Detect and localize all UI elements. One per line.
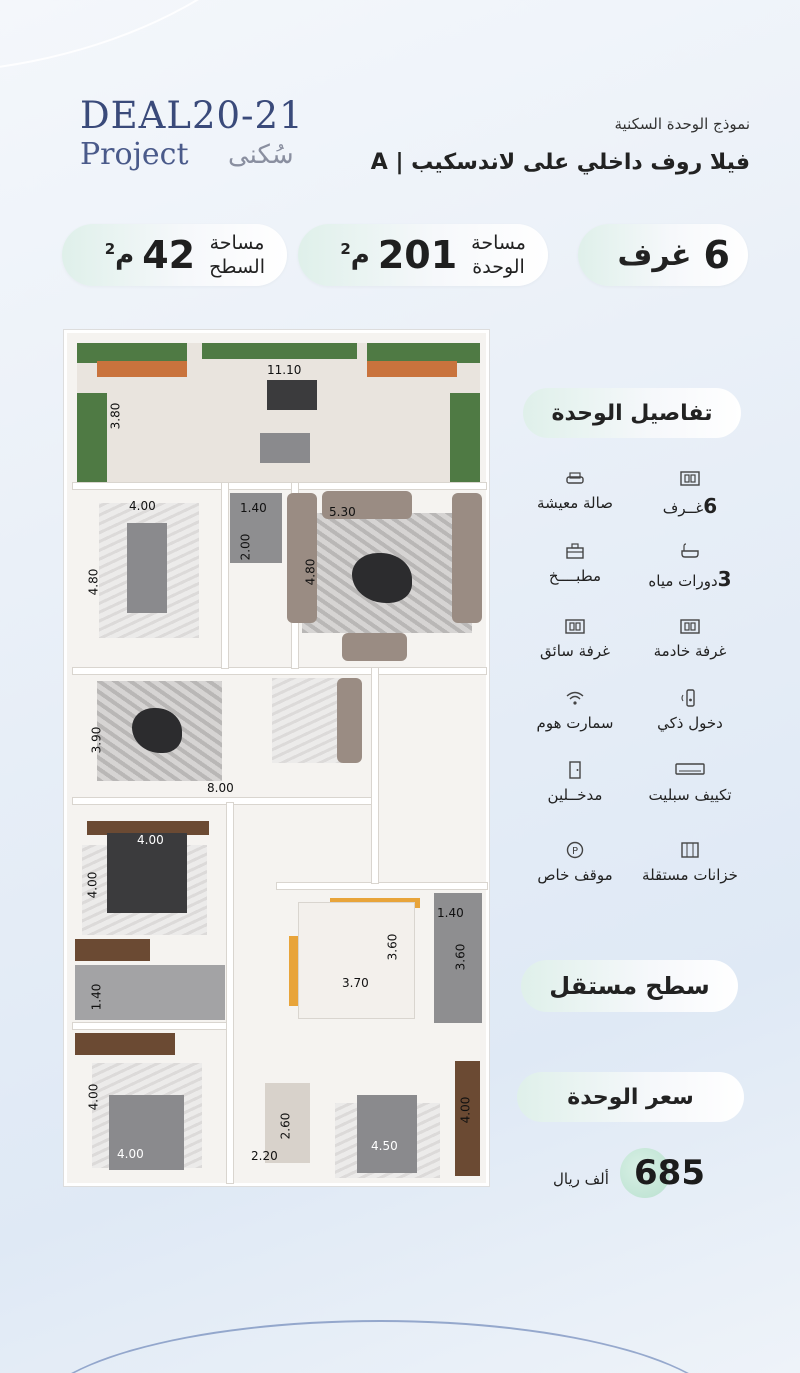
outdoor-seating bbox=[260, 433, 310, 463]
feature-label bbox=[630, 714, 750, 732]
feature-text: دخول ذكي bbox=[657, 714, 723, 732]
feature-label bbox=[630, 567, 750, 591]
header-subtitle: نموذج الوحدة السكنية bbox=[614, 115, 750, 133]
unit-area-label bbox=[471, 231, 526, 279]
dim-label: 1.40 bbox=[437, 906, 464, 920]
feature-text: غــرف bbox=[662, 499, 704, 517]
dim-label: 2.60 bbox=[278, 1112, 293, 1140]
dim-label: 4.00 bbox=[137, 833, 164, 847]
feature-text: غرفة خادمة bbox=[653, 642, 727, 660]
dim-label: 8.00 bbox=[207, 781, 234, 795]
feature-text: سمارت هوم bbox=[536, 714, 614, 732]
wood-deck bbox=[97, 361, 187, 377]
feature-bathrooms bbox=[630, 543, 750, 591]
floor-plan bbox=[64, 330, 489, 1186]
private-roof-badge bbox=[521, 960, 738, 1012]
parking-icon bbox=[565, 842, 585, 858]
planter bbox=[450, 393, 480, 483]
wall bbox=[372, 668, 378, 883]
feature-text: مدخــلين bbox=[547, 786, 603, 804]
unit-area-unit-sup: 2 bbox=[340, 239, 351, 258]
sofa bbox=[342, 633, 407, 661]
feature-text: مطبــــخ bbox=[548, 567, 602, 585]
feature-driver-room bbox=[515, 618, 635, 660]
dim-label: 4.00 bbox=[117, 1147, 144, 1161]
wood-deck bbox=[367, 361, 457, 377]
dim-label: 2.00 bbox=[238, 533, 253, 561]
price-value: 685 bbox=[634, 1153, 705, 1193]
feature-label bbox=[630, 786, 750, 804]
unit-area-label-line1: مساحة bbox=[471, 232, 526, 254]
wifi-icon bbox=[565, 690, 585, 706]
roof-area-unit bbox=[105, 240, 135, 271]
bed bbox=[357, 1095, 417, 1173]
wall bbox=[73, 483, 486, 489]
wall bbox=[277, 883, 487, 889]
wall bbox=[73, 798, 373, 804]
planter bbox=[202, 343, 357, 359]
outdoor-table bbox=[267, 380, 317, 410]
price-title: سعر الوحدة bbox=[567, 1084, 694, 1110]
feature-living bbox=[515, 470, 635, 512]
roof-area-unit-sup: 2 bbox=[104, 239, 116, 258]
wardrobe bbox=[75, 939, 150, 961]
roof-area-value: 42 bbox=[142, 233, 196, 277]
feature-label bbox=[515, 866, 635, 884]
brand-sub-text: Project bbox=[80, 137, 189, 172]
planter bbox=[77, 393, 107, 483]
feature-text: خزانات مستقلة bbox=[642, 866, 738, 884]
room-icon bbox=[680, 618, 700, 634]
dim-label: 1.40 bbox=[89, 983, 104, 1011]
details-title: تفاصيل الوحدة bbox=[551, 400, 713, 426]
rooms-pill bbox=[578, 224, 748, 286]
feature-smart-home bbox=[515, 690, 635, 732]
dim-label: 4.00 bbox=[129, 499, 156, 513]
feature-text: دورات مياه bbox=[648, 572, 718, 590]
roof-area-unit-text: م bbox=[115, 240, 135, 271]
brand-main-text: DEAL20-21 bbox=[80, 94, 304, 137]
price-unit: ألف ريال bbox=[553, 1170, 609, 1188]
roof-area-label-line1: مساحة bbox=[209, 232, 265, 254]
feature-split-ac bbox=[630, 762, 750, 804]
decorative-arc-bottom bbox=[30, 1320, 730, 1373]
feature-maid-room bbox=[630, 618, 750, 660]
private-roof-text: سطح مستقل bbox=[549, 972, 710, 1000]
dim-label: 3.70 bbox=[342, 976, 369, 990]
feature-smart-entry bbox=[630, 690, 750, 732]
brand-logo bbox=[80, 94, 320, 172]
feature-label bbox=[515, 494, 635, 512]
dim-label: 1.40 bbox=[240, 501, 267, 515]
unit-area-unit bbox=[340, 240, 370, 271]
dim-label: 4.80 bbox=[303, 558, 318, 586]
feature-text: غرفة سائق bbox=[540, 642, 610, 660]
wall bbox=[73, 668, 486, 674]
planter bbox=[77, 343, 187, 363]
feature-parking bbox=[515, 842, 635, 884]
kitchen-floor bbox=[299, 903, 414, 1018]
details-title-pill bbox=[523, 388, 741, 438]
bathtub-icon bbox=[680, 543, 700, 559]
feature-text: صالة معيشة bbox=[537, 494, 613, 512]
feature-text: تكييف سبليت bbox=[648, 786, 732, 804]
feature-kitchen bbox=[515, 543, 635, 585]
feature-label bbox=[515, 714, 635, 732]
dining-table bbox=[127, 523, 167, 613]
room-icon bbox=[680, 470, 700, 486]
room-icon bbox=[565, 618, 585, 634]
wall bbox=[227, 803, 233, 1183]
dim-label: 4.00 bbox=[85, 871, 100, 899]
unit-area-label-line2: الوحدة bbox=[472, 256, 525, 278]
dim-label: 4.50 bbox=[371, 1139, 398, 1153]
tank-icon bbox=[680, 842, 700, 858]
feature-two-entrances bbox=[515, 762, 635, 804]
dim-label: 4.00 bbox=[86, 1083, 101, 1111]
feature-rooms bbox=[630, 470, 750, 518]
planter bbox=[367, 343, 480, 363]
feature-number: 6 bbox=[703, 494, 718, 518]
dim-label: 3.60 bbox=[453, 943, 468, 971]
price-title-pill bbox=[517, 1072, 744, 1122]
kitchen-counter bbox=[289, 936, 299, 1006]
dim-label: 11.10 bbox=[267, 363, 302, 377]
header-title: فيلا روف داخلي على لاندسكيب | A bbox=[370, 150, 750, 175]
wardrobe bbox=[75, 1033, 175, 1055]
dim-label: 5.30 bbox=[329, 505, 356, 519]
sofa-icon bbox=[565, 470, 585, 486]
rooms-count: 6 bbox=[703, 233, 730, 277]
rooms-word: غرف bbox=[617, 237, 692, 273]
door-icon bbox=[565, 762, 585, 778]
wall bbox=[222, 483, 228, 668]
unit-area-pill bbox=[298, 224, 548, 286]
feature-tanks bbox=[630, 842, 750, 884]
dim-label: 2.20 bbox=[251, 1149, 278, 1163]
dim-label: 3.80 bbox=[108, 402, 123, 430]
unit-area-value: 201 bbox=[377, 233, 458, 277]
feature-label bbox=[630, 642, 750, 660]
feature-label bbox=[515, 642, 635, 660]
smart-lock-icon bbox=[680, 690, 700, 706]
feature-label bbox=[630, 494, 750, 518]
svg-text:P: P bbox=[571, 846, 579, 857]
kitchen-icon bbox=[565, 543, 585, 559]
roof-area-pill bbox=[62, 224, 287, 286]
dim-label: 4.00 bbox=[458, 1096, 473, 1124]
roof-area-label bbox=[209, 231, 265, 279]
dim-label: 3.60 bbox=[385, 933, 400, 961]
dim-label: 3.90 bbox=[89, 726, 104, 754]
feature-text: موقف خاص bbox=[537, 866, 613, 884]
dim-label: 4.80 bbox=[86, 568, 101, 596]
sofa bbox=[337, 678, 362, 763]
wall bbox=[73, 1023, 228, 1029]
brand-arabic-text: سُكنى bbox=[228, 140, 294, 170]
feature-label bbox=[630, 866, 750, 884]
ac-icon bbox=[675, 762, 705, 778]
roof-area-label-line2: السطح bbox=[209, 256, 265, 278]
tv-area-rug bbox=[272, 678, 342, 763]
feature-label bbox=[515, 567, 635, 585]
sofa bbox=[452, 493, 482, 623]
feature-number: 3 bbox=[717, 567, 732, 591]
feature-label bbox=[515, 786, 635, 804]
unit-area-unit-text: م bbox=[350, 240, 370, 271]
